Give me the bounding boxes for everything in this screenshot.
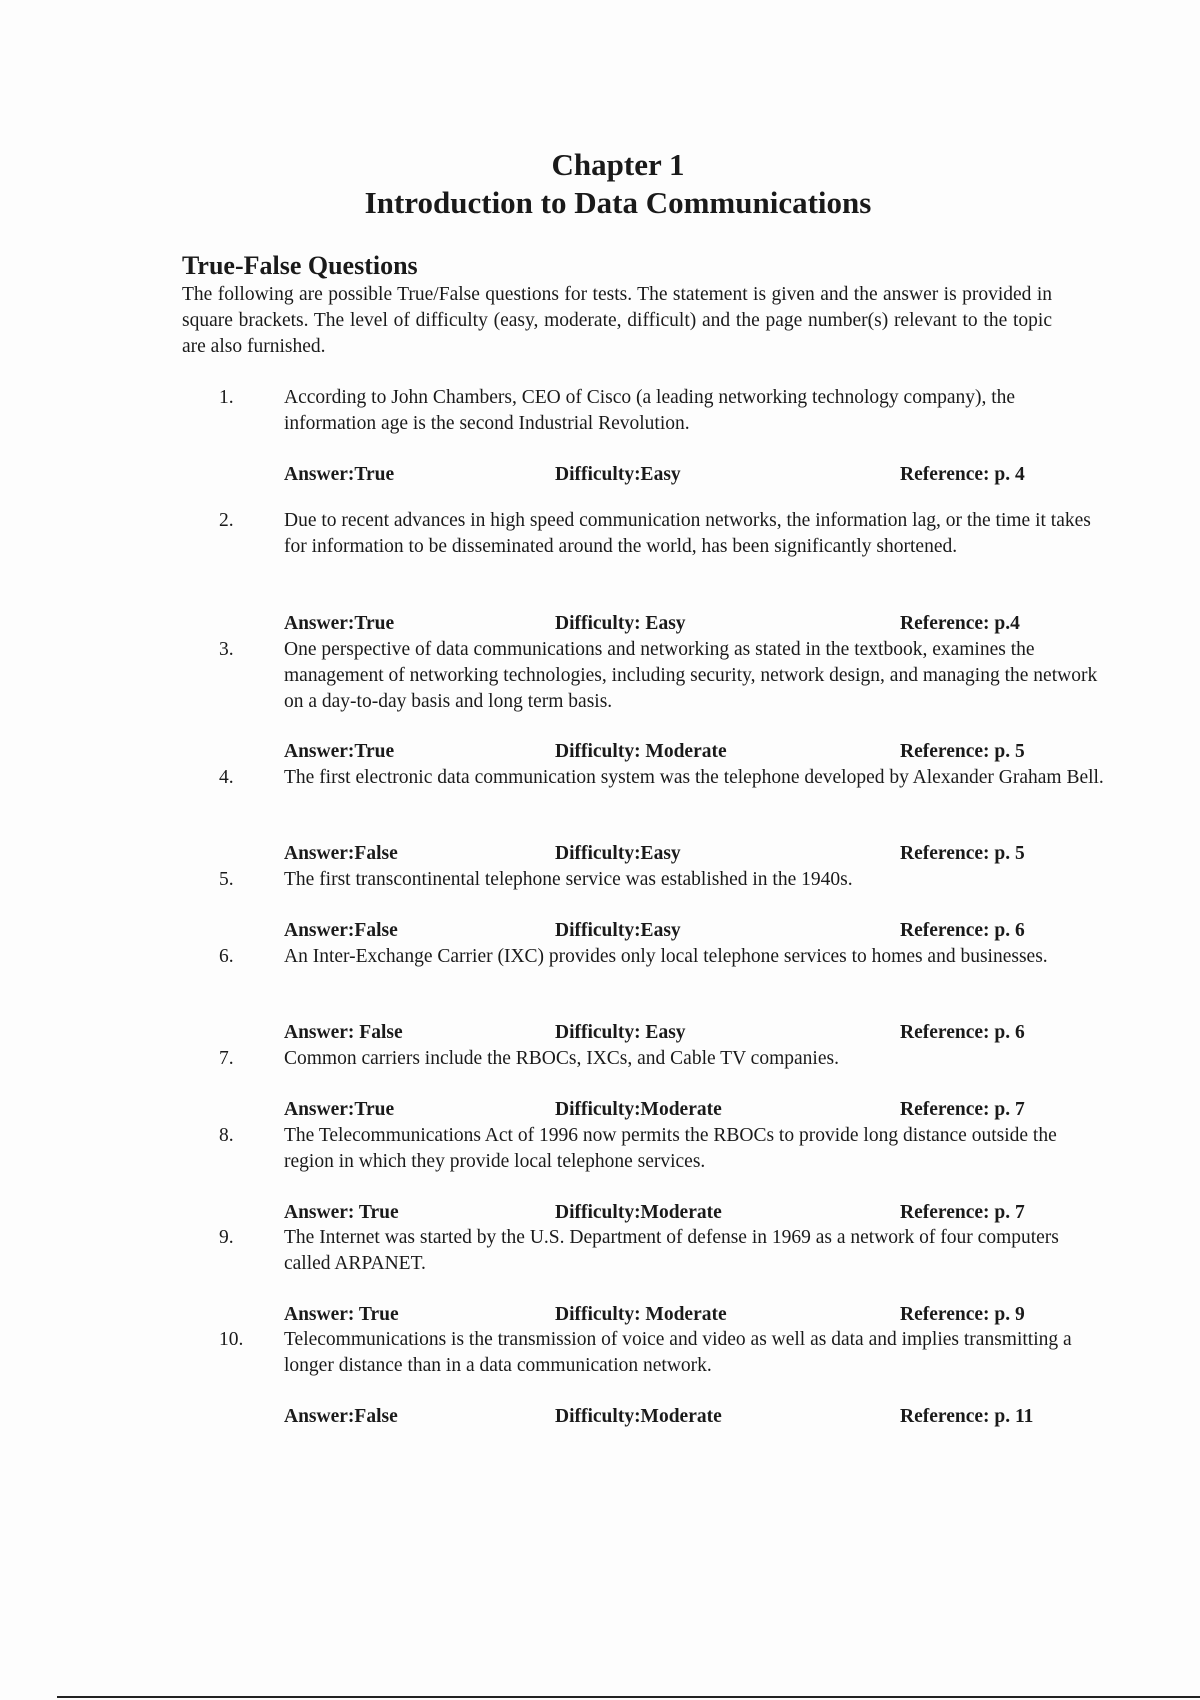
- answer-label: Answer:True: [284, 741, 395, 762]
- question-text: An Inter-Exchange Carrier (IXC) provides only local telephone services to homes and businesses.: [284, 946, 1048, 967]
- answer-label: Answer:False: [284, 920, 398, 941]
- difficulty-label: Difficulty: Easy: [555, 1022, 686, 1043]
- chapter-title: Introduction to Data Communications: [364, 185, 872, 220]
- section-title: True-False Questions: [182, 251, 418, 280]
- reference-label: Reference: p. 4: [900, 464, 1025, 485]
- difficulty-label: Difficulty:Easy: [555, 843, 681, 864]
- question-number: 2.: [219, 510, 234, 531]
- difficulty-label: Difficulty:Moderate: [555, 1202, 722, 1223]
- answer-label: Answer:True: [284, 464, 395, 485]
- chapter-number: Chapter 1: [551, 147, 685, 182]
- answer-label: Answer: True: [284, 1304, 399, 1325]
- question-number: 4.: [219, 767, 234, 788]
- question-text: One perspective of data communications and networking as stated in the textbook, examines the management of networking technologies, including security, network design, and managing the network on a day-to-day basis and long term basis.: [284, 639, 1098, 712]
- reference-label: Reference: p. 7: [900, 1202, 1025, 1223]
- answer-label: Answer: False: [284, 1022, 403, 1043]
- difficulty-label: Difficulty:Easy: [555, 920, 681, 941]
- difficulty-label: Difficulty: Moderate: [555, 741, 727, 762]
- question-text: According to John Chambers, CEO of Cisco (a leading networking technology company), the information age is the second Industrial Revolution.: [284, 387, 1016, 434]
- reference-label: Reference: p. 5: [900, 741, 1025, 762]
- answer-label: Answer:True: [284, 1099, 395, 1120]
- difficulty-label: Difficulty:Moderate: [555, 1406, 722, 1427]
- question-text: The first transcontinental telephone service was established in the 1940s.: [284, 869, 853, 890]
- question-text: Telecommunications is the transmission of voice and video as well as data and implies transmitting a longer distance than in a data communication network.: [284, 1329, 1072, 1376]
- question-number: 3.: [219, 639, 234, 660]
- question-number: 7.: [219, 1048, 234, 1069]
- answer-label: Answer:False: [284, 843, 398, 864]
- reference-label: Reference: p.4: [900, 613, 1020, 634]
- question-number: 6.: [219, 946, 234, 967]
- difficulty-label: Difficulty:Moderate: [555, 1099, 722, 1120]
- difficulty-label: Difficulty:Easy: [555, 464, 681, 485]
- question-number: 1.: [219, 387, 234, 408]
- question-text: The first electronic data communication system was the telephone developed by Alexander Graham Bell.: [284, 767, 1104, 788]
- question-number: 5.: [219, 869, 234, 890]
- question-text: The Telecommunications Act of 1996 now permits the RBOCs to provide long distance outside the region in which they provide local telephone services.: [284, 1125, 1057, 1172]
- question-text: The Internet was started by the U.S. Department of defense in 1969 as a network of four computers called ARPANET.: [284, 1227, 1059, 1274]
- answer-label: Answer: True: [284, 1202, 399, 1223]
- question-text: Common carriers include the RBOCs, IXCs, and Cable TV companies.: [284, 1048, 839, 1069]
- reference-label: Reference: p. 7: [900, 1099, 1025, 1120]
- reference-label: Reference: p. 9: [900, 1304, 1025, 1325]
- question-number: 8.: [219, 1125, 234, 1146]
- reference-label: Reference: p. 6: [900, 920, 1025, 941]
- question-number: 9.: [219, 1227, 234, 1248]
- question-number: 10.: [219, 1329, 244, 1350]
- chapter-heading: [0, 146, 1200, 222]
- reference-label: Reference: p. 11: [900, 1406, 1034, 1427]
- question-text: Due to recent advances in high speed communication networks, the information lag, or the time it takes for information to be disseminated around the world, has been significantly shortened.: [284, 510, 1091, 557]
- answer-label: Answer:True: [284, 613, 395, 634]
- footer-rule: [57, 1696, 1200, 1698]
- difficulty-label: Difficulty: Moderate: [555, 1304, 727, 1325]
- section-intro: The following are possible True/False questions for tests. The statement is given and the answer is provided in square brackets. The level of difficulty (easy, moderate, difficult) and the page number(s) relevant to the topic are also furnished.: [182, 284, 1052, 357]
- reference-label: Reference: p. 5: [900, 843, 1025, 864]
- answer-label: Answer:False: [284, 1406, 398, 1427]
- difficulty-label: Difficulty: Easy: [555, 613, 686, 634]
- reference-label: Reference: p. 6: [900, 1022, 1025, 1043]
